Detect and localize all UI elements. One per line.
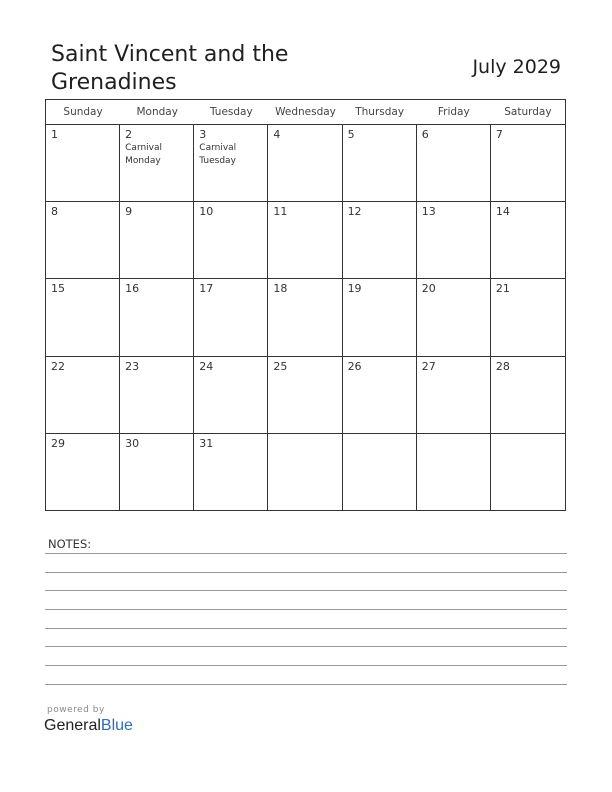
day-number: 18 bbox=[273, 282, 288, 296]
day-number: 5 bbox=[347, 128, 355, 141]
day-number: 13 bbox=[421, 205, 436, 219]
powered-by-text: powered by bbox=[47, 705, 105, 715]
calendar-week-row bbox=[46, 279, 565, 356]
day-number: 4 bbox=[273, 128, 281, 141]
calendar-week-row bbox=[46, 202, 565, 279]
day-number: 8 bbox=[51, 205, 58, 219]
note-line bbox=[45, 572, 567, 573]
day-cell bbox=[417, 434, 491, 511]
day-cell bbox=[343, 357, 417, 433]
day-cell bbox=[120, 125, 194, 201]
note-line bbox=[45, 609, 567, 610]
day-cell bbox=[46, 202, 120, 278]
day-cell bbox=[194, 357, 268, 433]
page-title: Saint Vincent and the Grenadines bbox=[51, 42, 289, 95]
day-number: 27 bbox=[421, 359, 436, 373]
day-cell bbox=[268, 279, 342, 355]
holiday-label: Carnival bbox=[125, 143, 163, 153]
weekday-monday: Monday bbox=[136, 106, 178, 118]
day-number: 25 bbox=[273, 359, 288, 373]
day-number: 22 bbox=[51, 359, 65, 373]
note-line bbox=[45, 684, 567, 685]
day-cell bbox=[491, 279, 565, 355]
day-number: 23 bbox=[125, 359, 140, 373]
day-number: 9 bbox=[125, 205, 133, 219]
weekday-saturday: Saturday bbox=[504, 106, 552, 118]
day-cell bbox=[343, 125, 417, 201]
day-number: 10 bbox=[199, 205, 214, 219]
day-number: 2 bbox=[125, 128, 133, 141]
day-cell bbox=[268, 357, 342, 433]
holiday-label: Carnival bbox=[199, 143, 237, 153]
notes-label: NOTES: bbox=[48, 537, 92, 551]
note-line bbox=[45, 665, 567, 666]
day-cell bbox=[46, 434, 120, 511]
day-number: 14 bbox=[495, 205, 510, 219]
day-number: 29 bbox=[51, 436, 65, 450]
weekday-header-row bbox=[46, 100, 565, 125]
holiday-label: Tuesday bbox=[199, 156, 236, 166]
day-number: 3 bbox=[199, 128, 207, 141]
day-cell bbox=[194, 202, 268, 278]
day-cell bbox=[194, 279, 268, 355]
generalblue-logo bbox=[44, 717, 133, 735]
day-cell bbox=[417, 279, 491, 355]
calendar-weeks bbox=[46, 125, 565, 511]
day-cell bbox=[417, 125, 491, 201]
day-cell bbox=[491, 125, 565, 201]
day-number: 24 bbox=[199, 359, 214, 373]
day-cell bbox=[343, 202, 417, 278]
weekday-thursday: Thursday bbox=[355, 106, 405, 118]
day-cell bbox=[194, 125, 268, 201]
day-cell bbox=[491, 434, 565, 511]
day-cell bbox=[417, 202, 491, 278]
day-number: 16 bbox=[125, 282, 140, 296]
day-cell bbox=[491, 202, 565, 278]
day-cell bbox=[120, 434, 194, 511]
calendar-week-row bbox=[46, 434, 565, 511]
day-cell bbox=[491, 357, 565, 433]
day-cell bbox=[120, 279, 194, 355]
note-line bbox=[45, 590, 567, 591]
day-cell bbox=[268, 125, 342, 201]
day-cell bbox=[417, 357, 491, 433]
day-number: 1 bbox=[51, 128, 58, 141]
day-cell bbox=[120, 357, 194, 433]
day-cell bbox=[268, 434, 342, 511]
logo-text-general: General bbox=[44, 717, 101, 734]
month-label: July 2029 bbox=[472, 56, 561, 78]
day-number: 7 bbox=[495, 128, 503, 141]
calendar-week-row bbox=[46, 125, 565, 202]
day-number: 6 bbox=[421, 128, 429, 141]
calendar-week-row bbox=[46, 357, 565, 434]
holiday-label: Monday bbox=[125, 156, 161, 166]
note-line bbox=[45, 646, 567, 647]
weekday-tuesday: Tuesday bbox=[209, 106, 253, 118]
day-cell bbox=[194, 434, 268, 511]
day-number: 19 bbox=[347, 282, 362, 296]
day-number: 30 bbox=[125, 436, 140, 450]
day-cell bbox=[343, 434, 417, 511]
day-cell bbox=[46, 357, 120, 433]
day-number: 20 bbox=[421, 282, 436, 296]
note-line bbox=[45, 628, 567, 629]
weekday-friday: Friday bbox=[437, 106, 470, 118]
day-number: 26 bbox=[347, 359, 362, 373]
day-number: 11 bbox=[273, 205, 288, 219]
day-number: 12 bbox=[347, 205, 362, 219]
calendar-grid bbox=[45, 99, 566, 511]
note-line bbox=[45, 553, 567, 554]
day-number: 17 bbox=[199, 282, 214, 296]
day-cell bbox=[343, 279, 417, 355]
day-number: 21 bbox=[495, 282, 510, 296]
day-cell bbox=[120, 202, 194, 278]
day-cell bbox=[46, 125, 120, 201]
logo-text-blue: Blue bbox=[100, 717, 133, 734]
day-cell bbox=[268, 202, 342, 278]
day-number: 31 bbox=[199, 436, 214, 450]
day-number: 15 bbox=[51, 282, 65, 296]
weekday-sunday: Sunday bbox=[63, 106, 103, 118]
day-number: 28 bbox=[495, 359, 510, 373]
day-cell bbox=[46, 279, 120, 355]
weekday-wednesday: Wednesday bbox=[275, 106, 336, 118]
